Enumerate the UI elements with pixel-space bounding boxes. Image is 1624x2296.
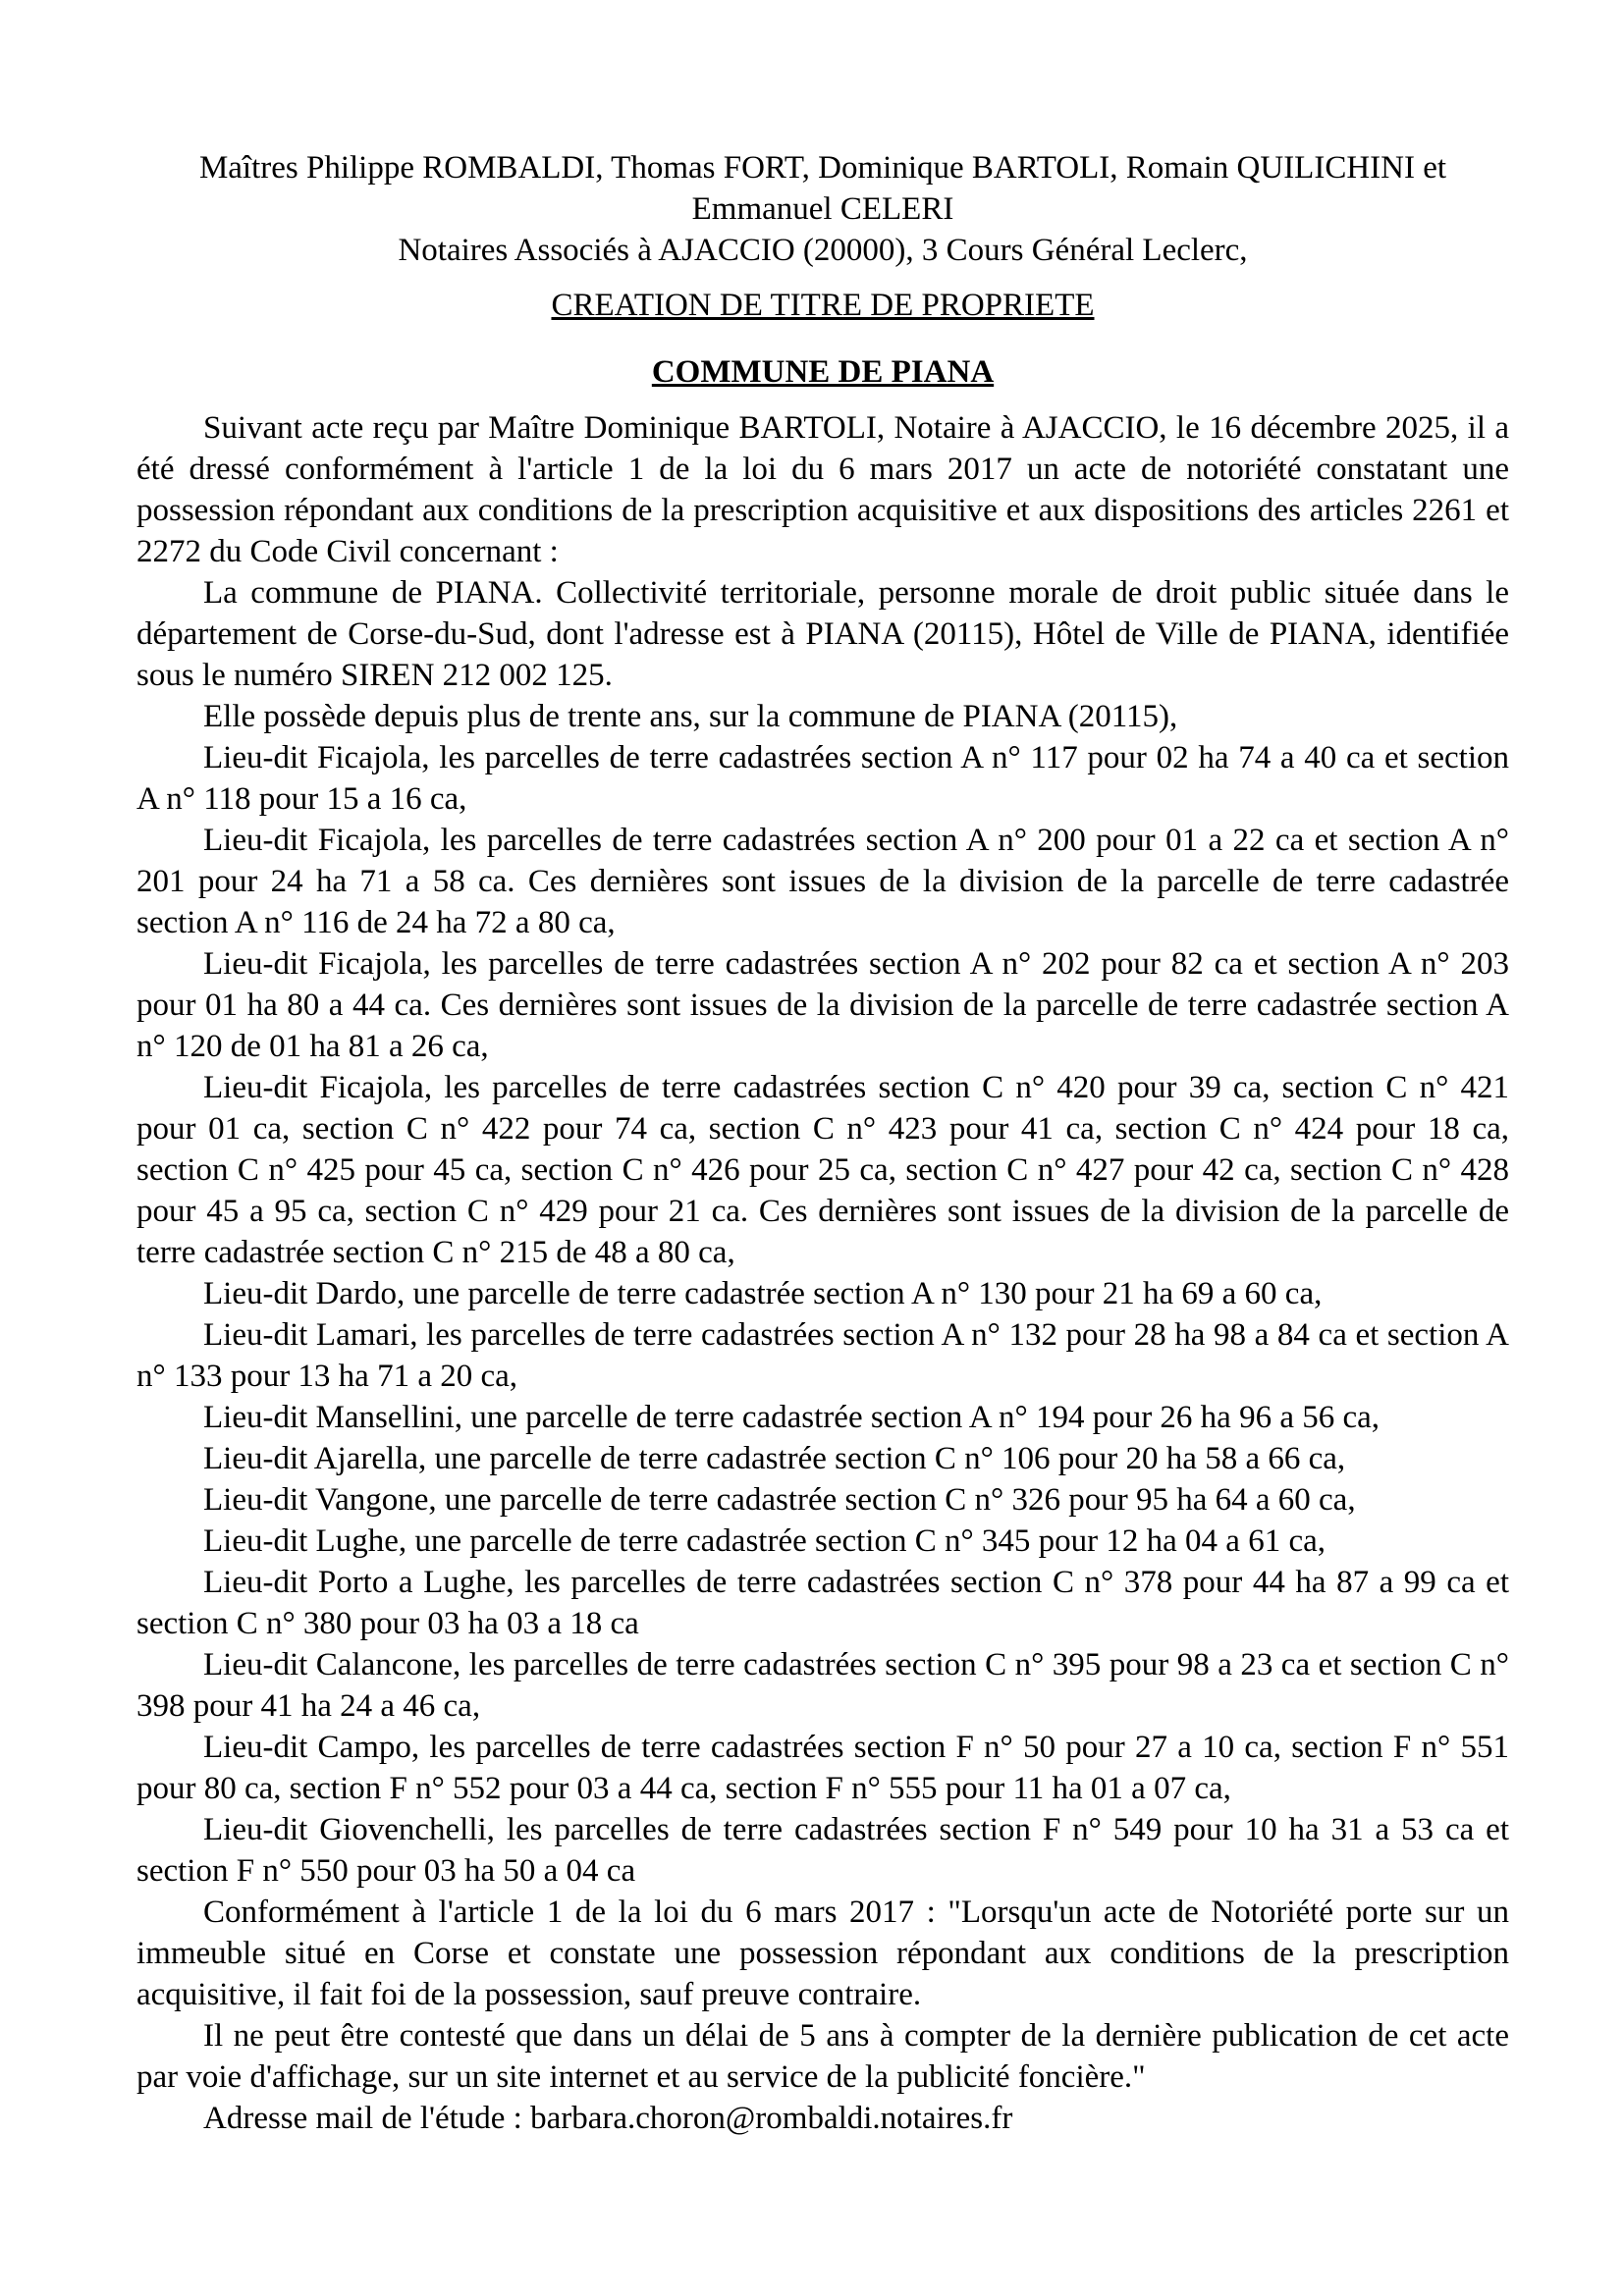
commune-title: COMMUNE DE PIANA — [651, 354, 995, 390]
paragraph-lieu-dit-ficajola-4: Lieu-dit Ficajola, les parcelles de terre cadastrées section C n° 420 pour 39 ca, section C n° 421 pour 01 ca, section C n° 422 pour 74 ca, section C n° 423 pour 41 ca, section C n° 424 pour 18 ca, section C n° 425 pour 45 ca, section C n° 426 pour 25 ca, section C n° 427 pour 42 ca, section C n° 428 pour 45 a 95 ca, section C n° 429 pour 21 ca. Ces dernières sont issues de la division de la parcelle de terre cadastrée section C n° 215 de 48 a 80 ca, — [136, 1070, 1509, 1270]
paragraph-contest-delay: Il ne peut être contesté que dans un délai de 5 ans à compter de la dernière publication de cet acte par voie d'affichage, sur un site internet et au service de la publicité foncière." — [136, 2018, 1509, 2095]
paragraph-lieu-dit-ajarella: Lieu-dit Ajarella, une parcelle de terre cadastrée section C n° 106 pour 20 ha 58 a 66 ca, — [203, 1441, 1346, 1476]
document-title: CREATION DE TITRE DE PROPRIETE — [551, 288, 1095, 323]
paragraph-office-email: Adresse mail de l'étude : barbara.choron@rombaldi.notaires.fr — [203, 2101, 1013, 2136]
paragraph-commune-identity: La commune de PIANA. Collectivité territoriale, personne morale de droit public située dans le département de Corse-du-Sud, dont l'adresse est à PIANA (20115), Hôtel de Ville de PIANA, identifiée sous le numéro SIREN 212 002 125. — [136, 575, 1509, 693]
paragraph-lieu-dit-calancone: Lieu-dit Calancone, les parcelles de terre cadastrées section C n° 395 pour 98 a 23 ca et section C n° 398 pour 41 ha 24 a 46 ca, — [136, 1647, 1509, 1724]
paragraph-lieu-dit-lughe: Lieu-dit Lughe, une parcelle de terre cadastrée section C n° 345 pour 12 ha 04 a 61 ca, — [203, 1523, 1326, 1559]
paragraph-lieu-dit-mansellini: Lieu-dit Mansellini, une parcelle de terre cadastrée section A n° 194 pour 26 ha 96 a 56 ca, — [203, 1400, 1380, 1435]
paragraph-lieu-dit-ficajola-1: Lieu-dit Ficajola, les parcelles de terre cadastrées section A n° 117 pour 02 ha 74 a 40 ca et section A n° 118 pour 15 a 16 ca, — [136, 740, 1509, 817]
document-body — [136, 407, 1509, 2139]
notaries-names: Maîtres Philippe ROMBALDI, Thomas FORT, Dominique BARTOLI, Romain QUILICHINI et Emmanuel CELERI — [198, 150, 1447, 227]
paragraph-lieu-dit-porto-a-lughe: Lieu-dit Porto a Lughe, les parcelles de terre cadastrées section C n° 378 pour 44 ha 87 a 99 ca et section C n° 380 pour 03 ha 03 a 18 ca — [136, 1565, 1509, 1641]
paragraph-lieu-dit-giovenchelli: Lieu-dit Giovenchelli, les parcelles de terre cadastrées section F n° 549 pour 10 ha 31 a 53 ca et section F n° 550 pour 03 ha 50 a 04 ca — [136, 1812, 1509, 1889]
letterhead — [136, 147, 1509, 271]
paragraph-lieu-dit-ficajola-2: Lieu-dit Ficajola, les parcelles de terre cadastrées section A n° 200 pour 01 a 22 ca et section A n° 201 pour 24 ha 71 a 58 ca. Ces dernières sont issues de la division de la parcelle de terre cadastrée section A n° 116 de 24 ha 72 a 80 ca, — [136, 823, 1509, 940]
paragraph-law-quote: Conformément à l'article 1 de la loi du 6 mars 2017 : "Lorsqu'un acte de Notoriété porte sur un immeuble situé en Corse et constate une possession répondant aux conditions de la prescription acquisitive, il fait foi de la possession, sauf preuve contraire. — [136, 1895, 1509, 2012]
paragraph-lieu-dit-lamari: Lieu-dit Lamari, les parcelles de terre cadastrées section A n° 132 pour 28 ha 98 a 84 ca et section A n° 133 pour 13 ha 71 a 20 ca, — [136, 1317, 1509, 1394]
paragraph-lieu-dit-dardo: Lieu-dit Dardo, une parcelle de terre cadastrée section A n° 130 pour 21 ha 69 a 60 ca, — [203, 1276, 1323, 1311]
office-address: Notaires Associés à AJACCIO (20000), 3 Cours Général Leclerc, — [398, 233, 1248, 268]
paragraph-lieu-dit-campo: Lieu-dit Campo, les parcelles de terre cadastrées section F n° 50 pour 27 a 10 ca, section F n° 551 pour 80 ca, section F n° 552 pour 03 a 44 ca, section F n° 555 pour 11 ha 01 a 07 ca, — [136, 1730, 1509, 1806]
paragraph-possession-intro: Elle possède depuis plus de trente ans, sur la commune de PIANA (20115), — [203, 699, 1178, 734]
paragraph-act-intro: Suivant acte reçu par Maître Dominique BARTOLI, Notaire à AJACCIO, le 16 décembre 2025, il a été dressé conformément à l'article 1 de la loi du 6 mars 2017 un acte de notoriété constatant une possession répondant aux conditions de la prescription acquisitive et aux dispositions des articles 2261 et 2272 du Code Civil concernant : — [136, 410, 1509, 569]
paragraph-lieu-dit-vangone: Lieu-dit Vangone, une parcelle de terre cadastrée section C n° 326 pour 95 ha 64 a 60 ca, — [203, 1482, 1356, 1518]
paragraph-lieu-dit-ficajola-3: Lieu-dit Ficajola, les parcelles de terre cadastrées section A n° 202 pour 82 ca et section A n° 203 pour 01 ha 80 a 44 ca. Ces dernières sont issues de la division de la parcelle de terre cadastrée section A n° 120 de 01 ha 81 a 26 ca, — [136, 946, 1509, 1064]
